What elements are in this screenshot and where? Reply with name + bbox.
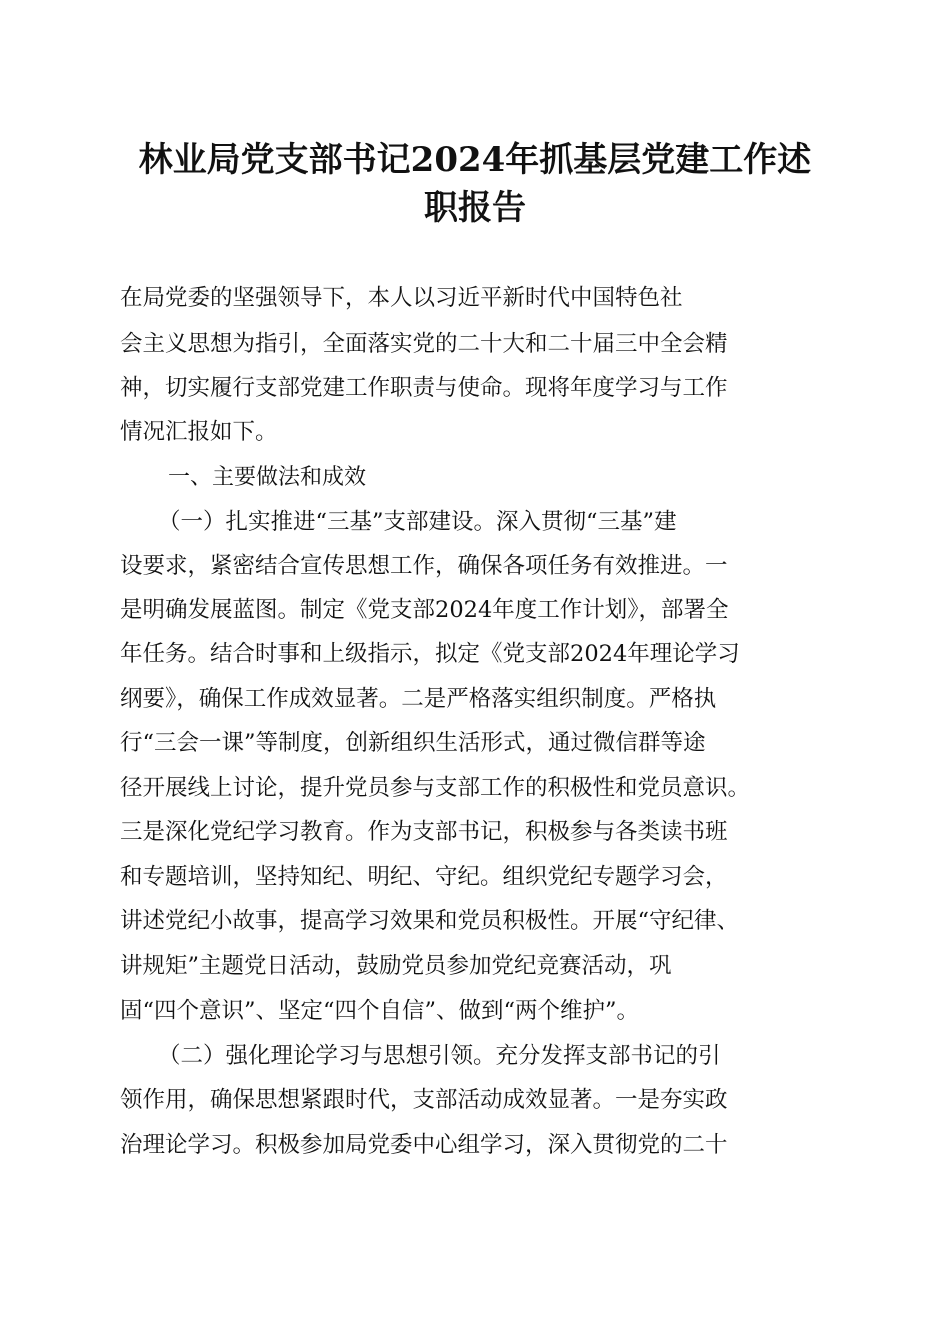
part1-line-11: 讲规矩”主题党日活动，鼓励党员参加党纪竞赛活动，巩 xyxy=(120,953,672,979)
part2-line-3: 治理论学习。积极参加局党委中心组学习，深入贯彻党的二十 xyxy=(120,1132,728,1158)
intro-line-1: 在局党委的坚强领导下，本人以习近平新时代中国特色社 xyxy=(120,285,683,311)
part1-line-4: 年任务。结合时事和上级指示，拟定《党支部2024年理论学习 xyxy=(120,641,740,667)
part1-line-10: 讲述党纪小故事，提高学习效果和党员积极性。开展“守纪律、 xyxy=(120,908,740,934)
part1-line-9: 和专题培训，坚持知纪、明纪、守纪。组织党纪专题学习会， xyxy=(120,864,728,890)
intro-line-2: 会主义思想为指引，全面落实党的二十大和二十届三中全会精 xyxy=(120,331,728,357)
part2-line-2: 领作用，确保思想紧跟时代，支部活动成效显著。一是夯实政 xyxy=(120,1087,728,1113)
part1-line-8: 三是深化党纪学习教育。作为支部书记，积极参与各类读书班 xyxy=(120,819,728,845)
part1-line-1: （一）扎实推进“三基”支部建设。深入贯彻“三基”建 xyxy=(158,509,677,535)
document-title-line-1: 林业局党支部书记2024年抓基层党建工作述 xyxy=(138,140,812,180)
section1-heading: 一、主要做法和成效 xyxy=(168,465,367,490)
part1-line-5: 纲要》，确保工作成效显著。二是严格落实组织制度。严格执 xyxy=(120,686,717,712)
part1-line-12: 固“四个意识”、坚定“四个自信”、做到“两个维护”。 xyxy=(120,998,640,1024)
intro-line-3: 神，切实履行支部党建工作职责与使命。现将年度学习与工作 xyxy=(120,375,728,401)
part1-line-6: 行“三会一课”等制度，创新组织生活形式，通过微信群等途 xyxy=(120,730,706,756)
document-title-line-2: 职报告 xyxy=(424,188,526,228)
part1-line-2: 设要求，紧密结合宣传思想工作，确保各项任务有效推进。一 xyxy=(120,553,728,579)
part1-line-3: 是明确发展蓝图。制定《党支部2024年度工作计划》，部署全 xyxy=(120,597,729,623)
part2-line-1: （二）强化理论学习与思想引领。充分发挥支部书记的引 xyxy=(158,1043,721,1069)
intro-line-4: 情况汇报如下。 xyxy=(120,419,278,445)
part1-line-7: 径开展线上讨论，提升党员参与支部工作的积极性和党员意识。 xyxy=(120,775,751,801)
